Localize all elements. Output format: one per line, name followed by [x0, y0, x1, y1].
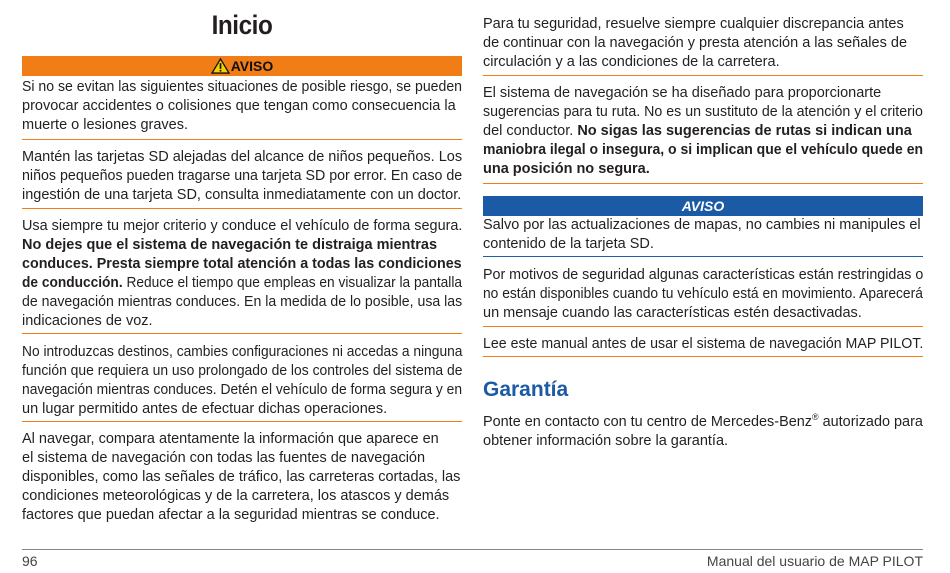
text-line: Lee este manual antes de usar el sistema de navegación MAP PILOT.	[483, 336, 924, 352]
bold-text: de conducción.	[22, 275, 123, 291]
text-line: función que requiera un uso prolongado de los controles del sistema de	[22, 363, 463, 379]
text-line: no están disponibles cuando tu vehículo está en movimiento. Aparecerá	[483, 286, 923, 302]
text-line: sugerencias para tu ruta. No es un sustituto de la atención y el criterio	[483, 104, 923, 120]
notice-label: AVISO	[681, 198, 725, 214]
sd-card-paragraph	[22, 148, 462, 205]
text-line: muerte o lesiones graves.	[22, 117, 189, 133]
bold-text: maniobra ilegal o insegura, o si implican que el vehículo quede en	[483, 142, 924, 158]
notice-text	[483, 216, 923, 254]
page-title: Inicio	[211, 10, 273, 40]
text-line: Por motivos de seguridad algunas características están restringidas o	[483, 267, 924, 283]
section-divider	[483, 183, 923, 184]
section-divider	[483, 256, 923, 257]
notice-banner	[483, 196, 923, 216]
bold-text: conduces. Presta siempre total atención a todas las condiciones	[22, 256, 462, 272]
text-line: condiciones meteorológicas y de la carretera, los atascos y demás	[22, 488, 450, 504]
text-line: factores que puedan afectar a la seguridad mientras se conduce.	[22, 507, 440, 523]
section-divider	[22, 139, 462, 140]
text-line: navegación mientras conduces. Detén el vehículo de forma segura y en	[22, 382, 463, 398]
text-span: Reduce el tiempo que empleas en visualizar la pantalla	[122, 275, 463, 291]
text-line: de navegación mientras conduces. En la medida de lo posible, usa las	[22, 294, 463, 310]
discrepancy-paragraph	[483, 15, 923, 72]
warning-label: AVISO	[230, 58, 274, 74]
page-number: 96	[22, 553, 38, 569]
section-divider	[483, 356, 923, 357]
text-span: autorizado para	[818, 413, 923, 430]
text-line: un mensaje cuando las características estén desactivadas.	[483, 305, 862, 321]
bold-text: No dejes que el sistema de navegación te distraiga mientras	[22, 237, 438, 253]
bold-text: una posición no segura.	[483, 161, 650, 177]
text-span: del conductor.	[483, 123, 578, 139]
warning-triangle-icon	[211, 58, 230, 74]
text-line: provocar accidentes o colisiones que tengan como consecuencia la	[22, 98, 456, 114]
bold-text: No sigas las sugerencias de rutas si indican una	[577, 123, 912, 139]
text-line: el sistema de navegación con todas las fuentes de navegación	[22, 450, 426, 466]
text-line: un lugar permitido antes de efectuar dichas operaciones.	[22, 401, 388, 417]
section-divider	[22, 421, 462, 422]
warning-text	[22, 78, 462, 135]
text-span: Ponte en contacto con tu centro de Mercedes-Benz	[483, 413, 812, 430]
restricted-features-paragraph	[483, 266, 923, 323]
text-line: Mantén las tarjetas SD alejadas del alcance de niños pequeños. Los	[22, 149, 463, 165]
safe-driving-paragraph	[22, 217, 462, 331]
route-suggestions-paragraph	[483, 84, 923, 179]
section-divider	[22, 333, 462, 334]
text-line: El sistema de navegación se ha diseñado para proporcionarte	[483, 85, 882, 101]
no-input-paragraph	[22, 343, 462, 419]
text-line: ingestión de una tarjeta SD, consulta inmediatamente con un doctor.	[22, 187, 462, 203]
section-divider	[483, 326, 923, 327]
registered-mark: ®	[811, 412, 819, 422]
text-line: Usa siempre tu mejor criterio y conduce el vehículo de forma segura.	[22, 218, 463, 234]
text-line: niños pequeños pueden tragarse una tarjeta SD por error. En caso de	[22, 168, 463, 184]
section-divider	[22, 208, 462, 209]
text-line: obtener información sobre la garantía.	[483, 432, 729, 449]
text-line: indicaciones de voz.	[22, 313, 153, 329]
manual-title: Manual del usuario de MAP PILOT	[706, 553, 923, 569]
compare-info-paragraph	[22, 430, 462, 525]
text-line: Salvo por las actualizaciones de mapas, no cambies ni manipules el	[483, 217, 921, 233]
warranty-heading: Garantía	[483, 378, 569, 401]
text-line: No introduzcas destinos, cambies configuraciones ni accedas a ninguna	[22, 344, 463, 360]
text-line: circulación y a las condiciones de la carretera.	[483, 54, 780, 70]
section-divider	[483, 75, 923, 76]
text-line: Si no se evitan las siguientes situaciones de posible riesgo, se pueden	[22, 79, 463, 95]
text-line: Para tu seguridad, resuelve siempre cualquier discrepancia antes	[483, 16, 904, 32]
text-line: disponibles, como las señales de tráfico, las carreteras cortadas, las	[22, 469, 461, 485]
text-line: Al navegar, compara atentamente la información que aparece en	[22, 431, 439, 447]
text-line: de continuar con la navegación y presta atención a las señales de	[483, 35, 908, 51]
footer-divider	[22, 549, 923, 550]
read-manual-paragraph	[483, 335, 923, 354]
warranty-paragraph	[483, 408, 923, 451]
warning-banner	[22, 56, 462, 76]
text-line: contenido de la tarjeta SD.	[483, 236, 654, 252]
